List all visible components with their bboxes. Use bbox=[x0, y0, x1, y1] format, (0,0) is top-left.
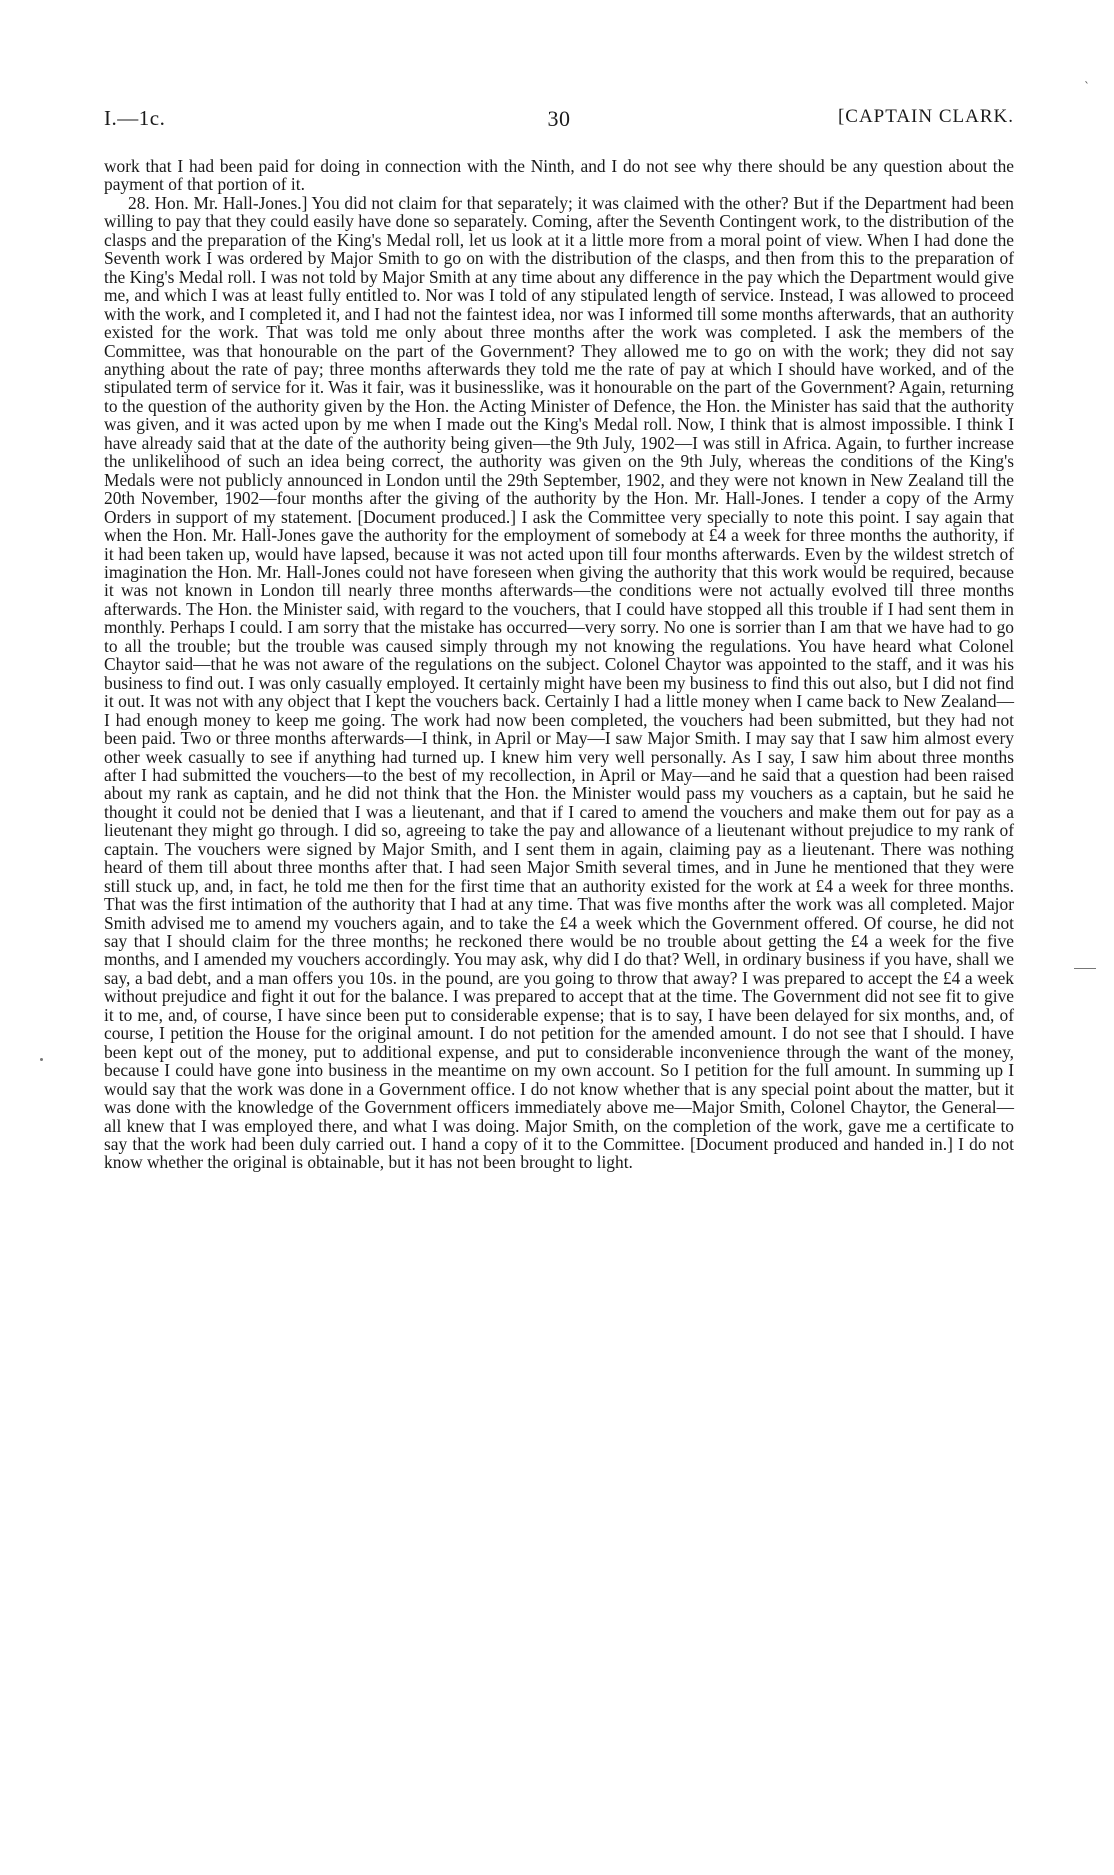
margin-dot-mark bbox=[40, 1058, 43, 1061]
margin-dash-mark bbox=[1074, 968, 1096, 969]
body-text bbox=[104, 157, 1014, 1172]
page-number: 30 bbox=[547, 106, 571, 131]
running-head: [CAPTAIN CLARK. bbox=[837, 106, 1014, 127]
margin-tick-mark: ` bbox=[1084, 80, 1090, 94]
paragraph-28: 28. Hon. Mr. Hall-Jones.] You did not claim for that separately; it was claimed with the other? But if the Department had been willing to pay that they could easily have done so separately. Coming, after the Seventh Contingent work, to the distribution of the clasps and the preparation of the King's Medal roll, let us look at it a little more from a moral point of view. When I had done the Seventh work I was ordered by Major Smith to go on with the distribution of the clasps, and then from this to the preparation of the King's Medal roll. I was not told by Major Smith at any time about any difference in the pay which the Department would give me, and which I was at least fully entitled to. Nor was I told of any stipulated length of service. Instead, I was allowed to proceed with the work, and I completed it, and I had not the faintest idea, nor was I informed till some months afterwards, that an authority existed for the work. That was told me only about three months after the work was completed. I ask the members of the Committee, was that honourable on the part of the Government? They allowed me to go on with the work; they did not say anything about the rate of pay; three months afterwards they told me the rate of pay at which I should have worked, and of the stipulated term of service for it. Was it fair, was it businesslike, was it honourable on the part of the Government? Again, returning to the question of the authority given by the Hon. the Acting Minister of Defence, the Hon. the Minister has said that the authority was given, and it was acted upon by me when I made out the King's Medal roll. Now, I think that is almost impossible. I think I have already said that at the date of the authority being given—the 9th July, 1902—I was still in Africa. Again, to further increase the unlikelihood of such an idea being correct, the authority was given on the 9th July, whereas the conditions of the King's Medals were not publicly announced in London until the 29th September, 1902, and they were not known in New Zealand till the 20th November, 1902—four months after the giving of the authority by the Hon. Mr. Hall-Jones. I tender a copy of the Army Orders in support of my statement. [Document produced.] I ask the Committee very specially to note this point. I say again that when the Hon. Mr. Hall-Jones gave the authority for the employment of somebody at £4 a week for three months the authority, if it had been taken up, would have lapsed, because it was not acted upon till four months afterwards. Even by the wildest stretch of imagination the Hon. Mr. Hall-Jones could not have foreseen when giving the authority that this work would be required, because it was not known in London till nearly three months afterwards—the conditions were not actually evolved till three months afterwards. The Hon. the Minister said, with regard to the vouchers, that I could have stopped all this trouble if I had sent them in monthly. Perhaps I could. I am sorry that the mistake has occurred—very sorry. No one is sorrier than I am that we have had to go to all the trouble; but the trouble was caused simply through my not knowing the regulations. You have heard what Colonel Chaytor said—that he was not aware of the regulations on the subject. Colonel Chaytor was appointed to the staff, and it was his business to find out. I was only casually employed. It certainly might have been my business to find this out also, but I did not find it out. It was not with any object that I kept the vouchers back. Certainly I had a little money when I came back to New Zealand—I had enough money to keep me going. The work had now been completed, the vouchers had been submitted, but they had not been paid. Two or three months afterwards—I think, in April or May—I saw Major Smith. I may say that I saw him almost every other week casually to see if anything had turned up. I knew him very well personally. As I say, I saw him about three months after I had submitted the vouchers—to the best of my recollection, in April or May—and he said that a question had been raised about my rank as captain, and he did not think that the Hon. the Minister would pass my vouchers as a captain, but he said he thought it could not be denied that I was a lieutenant, and that if I cared to amend the vouchers and make them out for pay as a lieutenant they might go through. I did so, agreeing to take the pay and allowance of a lieutenant without prejudice to my rank of captain. The vouchers were signed by Major Smith, and I sent them in again, claiming pay as a lieutenant. There was nothing heard of them till about three months after that. I had seen Major Smith several times, and in June he mentioned that they were still stuck up, and, in fact, he told me then for the first time that an authority existed for the work at £4 a week for three months. That was the first intimation of the authority that I had at any time. That was five months after the work was all completed. Major Smith advised me to amend my vouchers again, and to take the £4 a week which the Government offered. Of course, he did not say that I should claim for the three months; he reckoned there would be no trouble about getting the £4 a week for the five months, and I amended my vouchers accordingly. You may ask, why did I do that? Well, in ordinary business if you have, shall we say, a bad debt, and a man offers you 10s. in the pound, are you going to throw that away? I was prepared to accept the £4 a week without prejudice and fight it out for the balance. I was prepared to accept that at the time. The Government did not see fit to give it to me, and, of course, I have since been put to considerable expense; that is to say, I have been delayed for six months, and, of course, I petition the House for the original amount. I do not petition for the amended amount. I do not see that I should. I have been kept out of the money, put to additional expense, and put to considerable inconvenience through the want of the money, because I could have gone into business in the meantime on my own account. So I petition for the full amount. In summing up I would say that the work was done in a Government office. I do not know whether that is any special point about the matter, but it was done with the knowledge of the Government officers immediately above me—Major Smith, Colonel Chaytor, the General—all knew that I was employed there, and what I was doing. Major Smith, on the completion of the work, gave me a certificate to say that the work had been duly carried out. I hand a copy of it to the Committee. [Document produced and handed in.] I do not know whether the original is obtainable, but it has not been brought to light. bbox=[104, 192, 1014, 1173]
paragraph-continuation: work that I had been paid for doing in connection with the Ninth, and I do not see why there should be any question about the payment of that portion of it. bbox=[104, 156, 1014, 195]
document-reference: I.—1c. bbox=[104, 106, 166, 130]
page-header bbox=[104, 106, 1014, 136]
